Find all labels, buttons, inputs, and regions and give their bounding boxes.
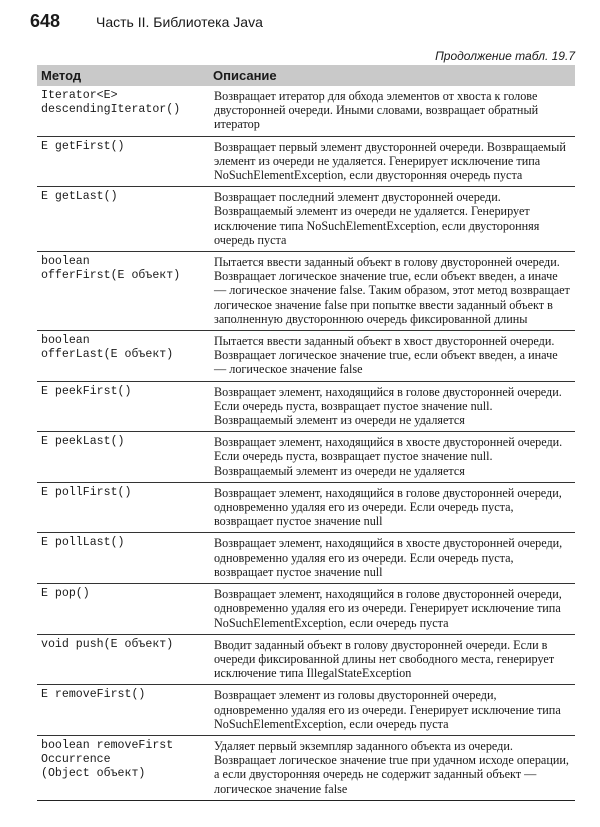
method-cell: boolean removeFirst Occurrence (Object объект) [37, 735, 209, 800]
table-row [37, 187, 575, 252]
method-cell: void push(E объект) [37, 634, 209, 685]
description-cell: Возвращает элемент из головы двусторонней очереди, одновременно удаляя его из очереди. Генерирует исключение типа NoSuchElementException, если очередь пуста [209, 685, 575, 736]
table-header-row [37, 65, 575, 86]
table-row [37, 432, 575, 483]
method-cell: E pollLast() [37, 533, 209, 584]
table-row [37, 136, 575, 187]
method-cell: Iterator<E> descendingIterator() [41, 89, 181, 117]
table-row [37, 331, 575, 382]
method-cell: E pollFirst() [37, 482, 209, 533]
method-cell: E getLast() [37, 187, 209, 252]
table-row [37, 533, 575, 584]
description-cell: Возвращает элемент, находящийся в хвосте двусторонней очереди, одновременно удаляя его из очереди. Если очередь пуста, возвращает пустое значение null [209, 533, 575, 584]
method-cell: boolean offerLast(E объект) [37, 331, 209, 382]
description-cell: Вводит заданный объект в голову двусторонней очереди. Если в очереди фиксированной длины нет свободного места, генерирует исключение типа IllegalStateException [209, 634, 575, 685]
table-continued-label: Продолжение табл. 19.7 [435, 49, 575, 63]
method-cell: E removeFirst() [37, 685, 209, 736]
description-cell: Возвращает элемент, находящийся в голове двусторонней очереди, одновременно удаляя его из очереди. Если очередь пуста, возвращает пустое значение null [209, 482, 575, 533]
description-cell: Возвращает элемент, находящийся в голове двусторонней очереди. Если очередь пуста, возвращает пустое значение null. Возвращаемый элемент из очереди не удаляется [209, 381, 575, 432]
method-cell: E peekFirst() [37, 381, 209, 432]
description-cell: Пытается ввести заданный объект в хвост двусторонней очереди. Возвращает логическое значение true, если объект введен, а иначе — логическое значение false [209, 331, 575, 382]
method-cell: boolean offerFirst(E объект) [37, 252, 209, 331]
method-cell: E getFirst() [37, 136, 209, 187]
description-cell: Возвращает итератор для обхода элементов от хвоста к голове двусторонней очереди. Иными словами, возвращает обратный итератор [214, 89, 539, 132]
table-row [37, 634, 575, 685]
table-row [37, 381, 575, 432]
description-cell: Возвращает элемент, находящийся в хвосте двусторонней очереди. Если очередь пуста, возвращает пустое значение null. Возвращаемый элемент из очереди не удаляется [209, 432, 575, 483]
running-title: Часть II. Библиотека Java [96, 14, 263, 30]
page-header [30, 11, 575, 35]
table-row [37, 86, 575, 136]
column-header-description: Описание [209, 65, 575, 86]
column-header-method: Метод [37, 65, 209, 86]
methods-table [37, 65, 575, 801]
description-cell: Возвращает элемент, находящийся в голове двусторонней очереди, одновременно удаляя его из очереди. Генерирует исключение типа NoSuchElementException, если очередь пуста [209, 584, 575, 635]
method-cell: E pop() [37, 584, 209, 635]
method-cell: E peekLast() [37, 432, 209, 483]
table-row [37, 482, 575, 533]
description-cell: Пытается ввести заданный объект в голову двусторонней очереди. Возвращает логическое значение true, если объект введен, а иначе — логическое значение false. Таким образом, этот метод возвращает логическое значение false при попытке ввести заданный объект в заполненную двустороннюю очередь фиксированной длины [209, 252, 575, 331]
description-cell: Возвращает первый элемент двусторонней очереди. Возвращаемый элемент из очереди не удаляется. Генерирует исключение типа NoSuchElementException, если двусторонняя очередь пуста [209, 136, 575, 187]
table-row [37, 735, 575, 800]
page-number: 648 [30, 11, 61, 31]
table-row [37, 252, 575, 331]
table-row [37, 584, 575, 635]
description-cell: Возвращает последний элемент двусторонней очереди. Возвращаемый элемент из очереди не удаляется. Генерирует исключение типа NoSuchElementException, если двусторонняя очередь пуста [209, 187, 575, 252]
table-row [37, 685, 575, 736]
description-cell: Удаляет первый экземпляр заданного объекта из очереди. Возвращает логическое значение true при удачном исходе операции, а если двусторонняя очередь не содержит заданный объект — логическое значение false [209, 735, 575, 800]
